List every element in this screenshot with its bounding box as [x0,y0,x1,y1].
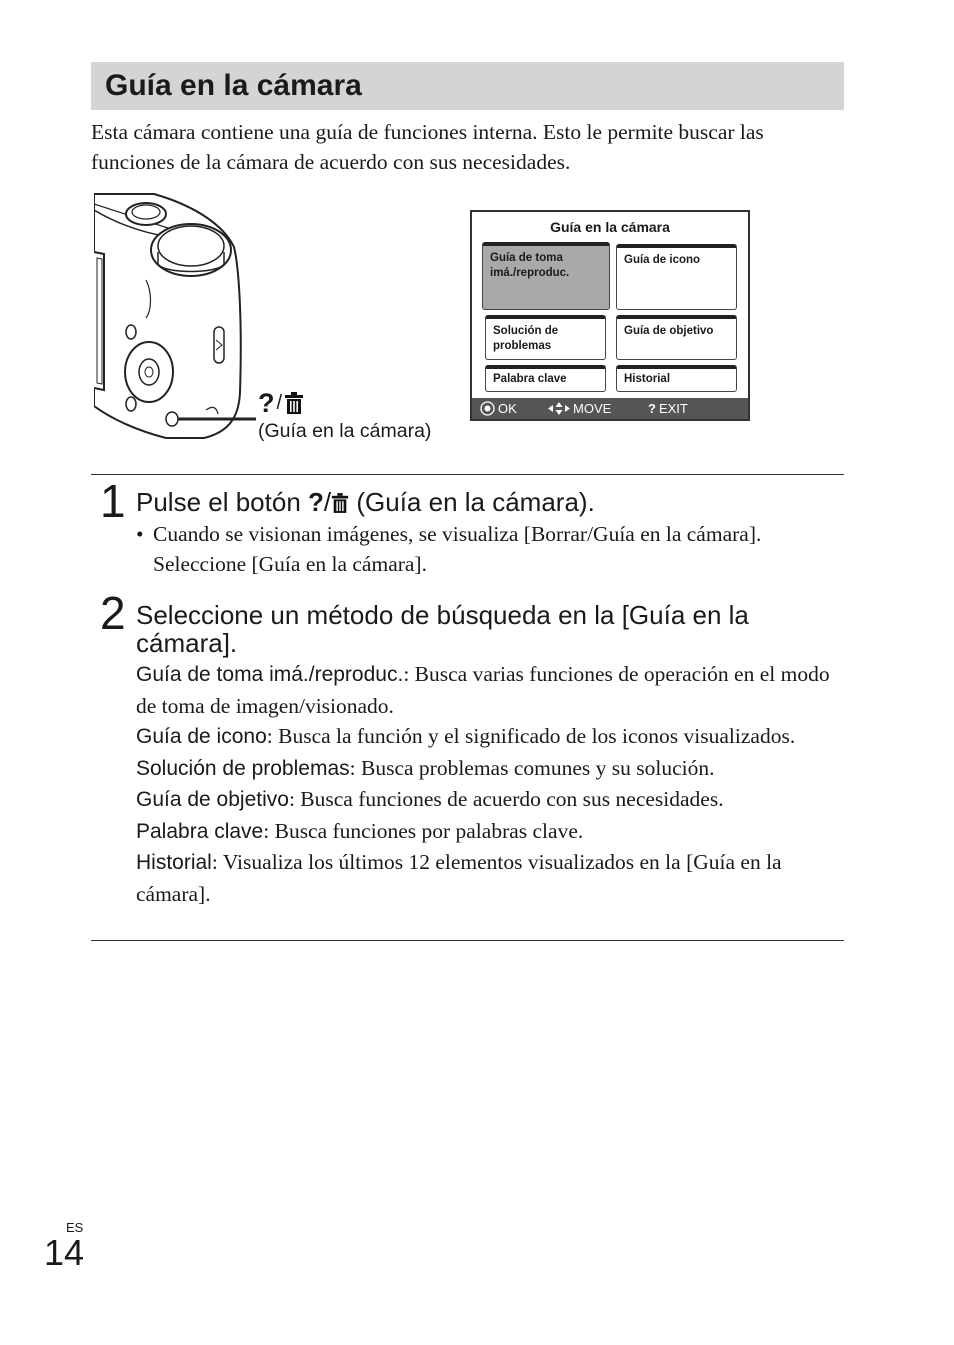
trash-icon [284,392,304,414]
footer-ok: OK [480,401,517,416]
screen-title: Guía en la cámara [550,219,670,235]
search-method-list [136,659,848,909]
camera-guide-screen [470,210,750,421]
step-2-title: Seleccione un método de búsqueda en la [Guía en la cámara]. [136,600,749,658]
bullet-dot: • [136,522,144,546]
question-icon: ? [258,387,275,418]
tile-troubleshooting[interactable]: Solución de problemas [485,315,606,360]
definition-item: Guía de icono: Busca la función y el significado de los iconos visualizados. [136,724,796,748]
tile-shooting-guide[interactable]: Guía de toma imá./reproduc. [482,242,610,310]
step-divider-top [91,474,844,475]
intro-paragraph: Esta cámara contiene una guía de funciones interna. Esto le permite buscar las funciones de la cámara de acuerdo con sus necesidades. [91,120,764,174]
step-divider-bottom [91,940,844,941]
button-caption: (Guía en la cámara) [258,420,432,442]
tile-keyword[interactable]: Palabra clave [485,365,606,392]
question-icon: ? [648,401,656,416]
definition-item: Historial: Visualiza los últimos 12 elementos visualizados en la [Guía en la cámara]. [136,850,782,906]
page-title: Guía en la cámara [105,69,362,102]
step-1-title: Pulse el botón ?/ (Guía en la cámara). [136,487,595,517]
four-way-arrows-icon [548,402,570,415]
definition-item: Palabra clave: Busca funciones por palabras clave. [136,818,584,843]
tile-objective-guide[interactable]: Guía de objetivo [616,315,737,360]
language-code: ES [66,1220,84,1235]
screen-footer [472,398,748,419]
tile-history[interactable]: Historial [616,365,737,392]
step-1-note: • Cuando se visionan imágenes, se visualiza [Borrar/Guía en la cámara]. Seleccione [Guía en la cámara]. [136,519,846,579]
control-wheel-icon [480,401,495,416]
definition-item: Solución de problemas: Busca problemas comunes y su solución. [136,755,715,780]
help-trash-button-label [258,388,431,418]
tile-icon-guide[interactable]: Guía de icono [616,244,737,310]
slash-separator: / [276,391,283,414]
step-1-number: 1 [100,475,126,527]
help-button-callout [258,388,431,443]
definition-item: Guía de toma imá./reproduc.: Busca varias funciones de operación en el modo de toma de imagen/visionado. [136,662,830,718]
trash-icon [331,493,349,513]
section-header [91,62,844,110]
footer-move: MOVE [548,401,611,416]
page-number: 14 [44,1232,85,1273]
question-icon: ? [308,487,324,517]
footer-exit: ? EXIT [648,401,688,416]
step-2-number: 2 [100,587,126,639]
definition-item: Guía de objetivo: Busca funciones de acuerdo con sus necesidades. [136,787,724,811]
